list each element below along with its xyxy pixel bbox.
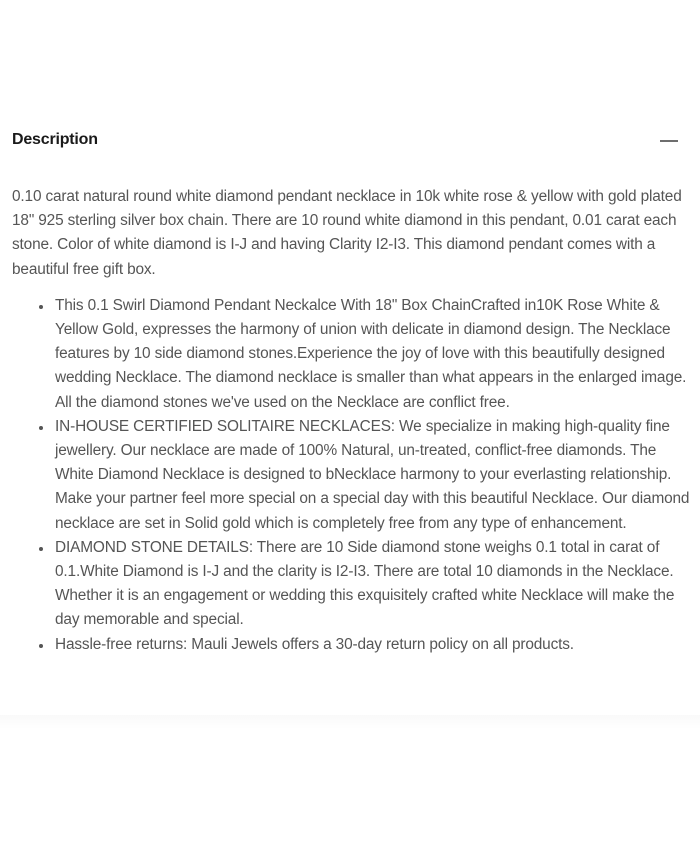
feature-item: This 0.1 Swirl Diamond Pendant Neckalce With 18" Box ChainCrafted in10K Rose White & Yellow Gold, expresses the harmony of union with delicate in diamond design. The Necklace features by 10 side diamond stones.Experience the joy of love with this beautifully designed wedding Necklace. The diamond necklace is smaller than what appears in the enlarged image. All the diamond stones we've used on the Necklace are conflict free. xyxy=(55,294,696,415)
description-content xyxy=(12,185,696,657)
feature-item: Hassle-free returns: Mauli Jewels offers a 30-day return policy on all products. xyxy=(55,633,696,657)
accordion-title: Description xyxy=(12,131,98,148)
description-accordion-header[interactable] xyxy=(12,128,680,152)
minus-icon[interactable] xyxy=(660,140,678,142)
section-divider xyxy=(0,715,700,729)
feature-item: IN-HOUSE CERTIFIED SOLITAIRE NECKLACES: We specialize in making high-quality fine jewellery. Our necklace are made of 100% Natural, un-treated, conflict-free diamonds. The White Diamond Necklace is designed to bNecklace harmony to your everlasting relationship. Make your partner feel more special on a special day with this beautiful Necklace. Our diamond necklace are set in Solid gold which is completely free from any type of enhancement. xyxy=(55,415,696,536)
feature-list xyxy=(12,294,696,657)
description-intro: 0.10 carat natural round white diamond pendant necklace in 10k white rose & yellow with gold plated 18" 925 sterling silver box chain. There are 10 round white diamond in this pendant, 0.01 carat each stone. Color of white diamond is I-J and having Clarity I2-I3. This diamond pendant comes with a beautiful free gift box. xyxy=(12,188,682,278)
feature-item: DIAMOND STONE DETAILS: There are 10 Side diamond stone weighs 0.1 total in carat of 0.1.White Diamond is I-J and the clarity is I2-I3. There are total 10 diamonds in the Necklace. Whether it is an engagement or wedding this exquisitely crafted white Necklace will make the day memorable and special. xyxy=(55,536,696,633)
